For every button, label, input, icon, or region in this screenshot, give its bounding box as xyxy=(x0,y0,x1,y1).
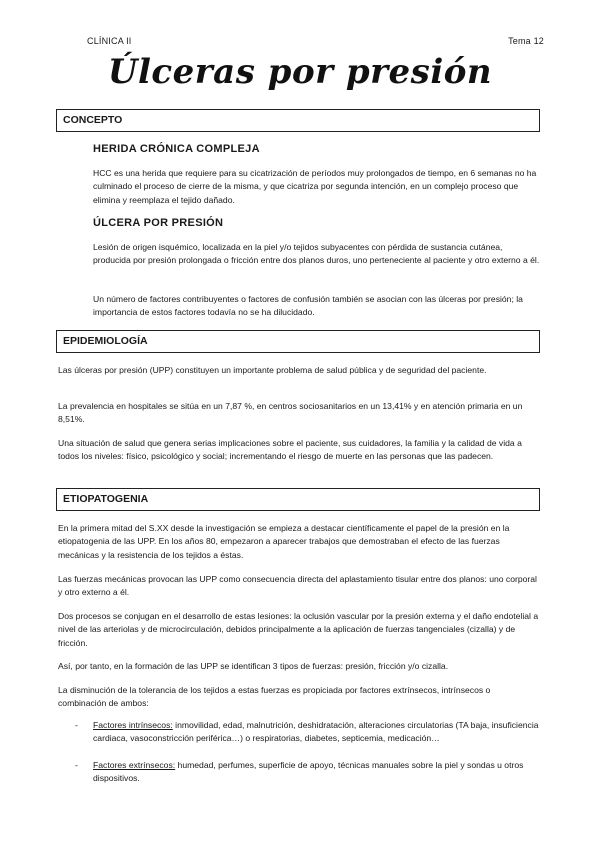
header-topic: Tema 12 xyxy=(508,36,544,46)
list-item-label: Factores intrínsecos: xyxy=(93,720,173,730)
paragraph-historia: En la primera mitad del S.XX desde la investigación se empieza a destacar científicamente el papel de la presión en la etiopatogenia de las UPP. En los años 80, empezaron a aparecer trabajos que demostraban el efecto de las fuerzas mecánicas y la resistencia de los tejidos a éstas. xyxy=(58,523,510,560)
paragraph-tipos-fuerzas: Así, por tanto, en la formación de las UPP se identifican 3 tipos de fuerzas: presión, fricción y/o cizalla. xyxy=(58,661,449,671)
list-item-extrinsecos xyxy=(93,759,540,786)
list-item-label: Factores extrínsecos: xyxy=(93,760,176,770)
section-heading-epidemiologia: EPIDEMIOLOGÍA xyxy=(56,330,540,353)
paragraph-procesos: Dos procesos se conjugan en el desarrollo de estas lesiones: la oclusión vascular por la presión externa y el daño endotelial a nivel de las arteriolas y de microcirculación, debidos principalmente a la aplicación de fuerzas tangenciales (cizalla) y de fricción. xyxy=(58,611,539,648)
paragraph-upp-problema: Las úlceras por presión (UPP) constituyen un importante problema de salud pública y de seguridad del paciente. xyxy=(58,365,487,375)
list-item-intrinsecos xyxy=(93,719,540,746)
list-bullet: - xyxy=(75,760,78,770)
paragraph-tolerancia: La disminución de la tolerancia de los tejidos a estas fuerzas es propiciada por factores extrínsecos, intrínsecos o combinación de ambos: xyxy=(58,685,491,709)
page-title: Úlceras por presión xyxy=(107,52,493,92)
paragraph-lesion: Lesión de origen isquémico, localizada en la piel y/o tejidos subyacentes con pérdida de sustancia cutánea, producida por presión prolongada o fricción entre dos planos duros, uno perteneciente al paciente y otro externo a él. xyxy=(93,242,540,266)
list-bullet: - xyxy=(75,720,78,730)
subheading-ulcera-presion: ÚLCERA POR PRESIÓN xyxy=(93,217,224,229)
section-heading-etiopatogenia: ETIOPATOGENIA xyxy=(56,488,540,511)
list-item-text: inmovilidad, edad, malnutrición, deshidratación, alteraciones circulatorias (TA baja, insuficiencia cardiaca, vasoconstricción periférica…) o respiratorias, diabetes, septicemia, medicación… xyxy=(93,720,539,744)
paragraph-fuerzas-mecanicas: Las fuerzas mecánicas provocan las UPP como consecuencia directa del aplastamiento tisular entre dos planos: uno corporal y otro externo a él. xyxy=(58,574,537,598)
paragraph-prevalencia: La prevalencia en hospitales se sitúa en un 7,87 %, en centros sociosanitarios en un 13,41% y en atención primaria en un 8,51%. xyxy=(58,401,523,425)
paragraph-situacion: Una situación de salud que genera serias implicaciones sobre el paciente, sus cuidadores, la familia y la calidad de vida a todos los niveles: físico, psicológico y social; incrementando el riesgo de muerte en las personas que las padecen. xyxy=(58,438,522,462)
paragraph-hcc: HCC es una herida que requiere para su cicatrización de períodos muy prolongados de tiempo, en 6 semanas no ha culminado el proceso de cierre de la misma, y que cicatriza por segunda intención, en un complejo proceso que elimina y reemplaza el tejido dañado. xyxy=(93,168,537,205)
subheading-herida-cronica: HERIDA CRÓNICA COMPLEJA xyxy=(93,143,260,155)
paragraph-factores: Un número de factores contribuyentes o factores de confusión también se asocian con las úlceras por presión; la importancia de estos factores todavía no se ha dilucidado. xyxy=(93,294,523,318)
section-heading-concepto: CONCEPTO xyxy=(56,109,540,132)
header-subject: CLÍNICA II xyxy=(87,36,132,46)
list-item-text: humedad, perfumes, superficie de apoyo, técnicas manuales sobre la piel y sondas u otros dispositivos. xyxy=(93,760,524,784)
